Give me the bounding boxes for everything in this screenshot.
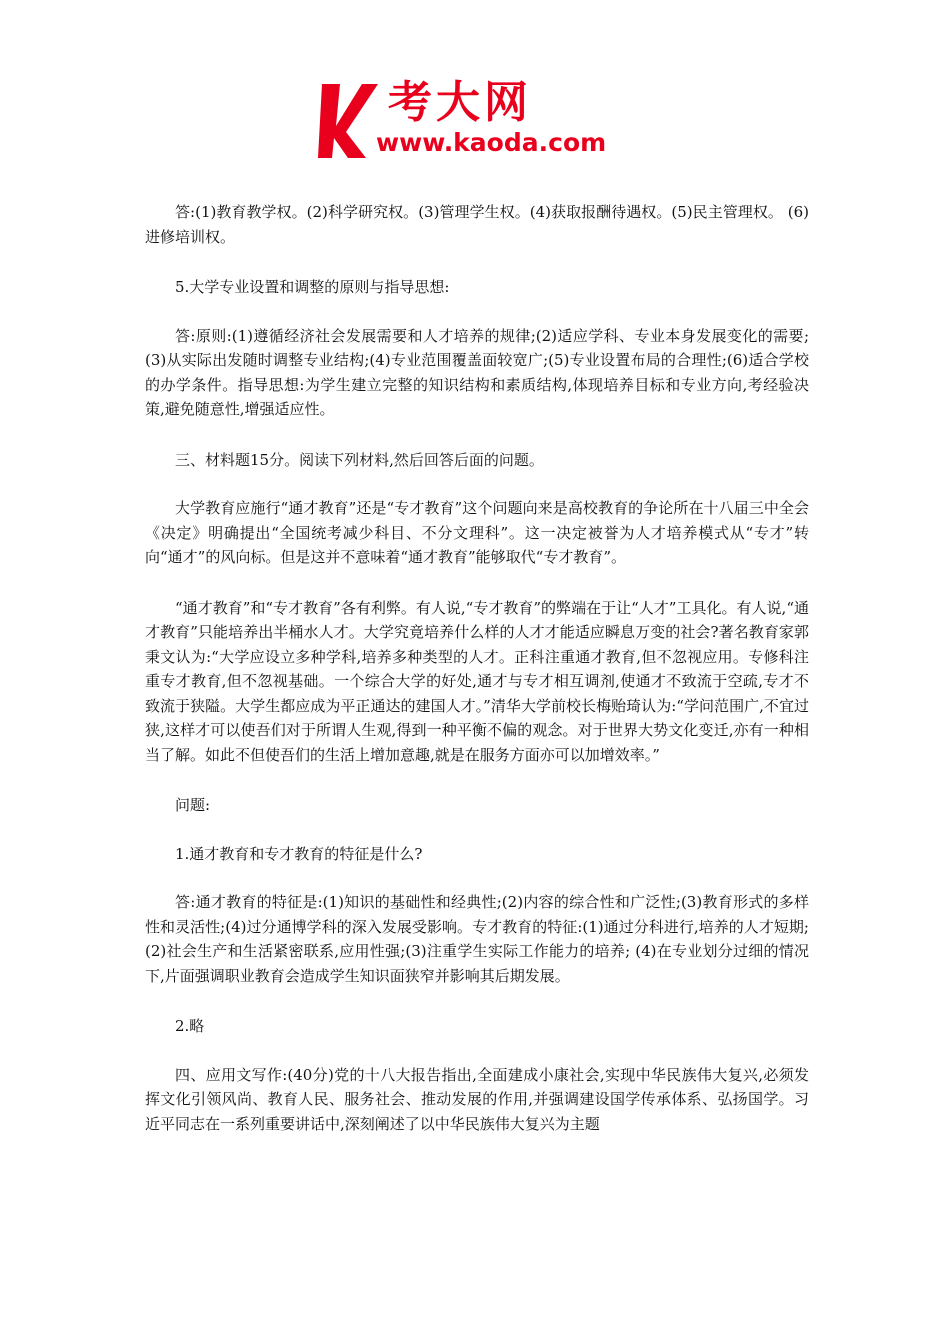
question-heading: 5.大学专业设置和调整的原则与指导思想: <box>175 278 450 296</box>
document-body <box>145 200 809 1162</box>
question-label: 问题: <box>175 796 211 814</box>
material-paragraph: “通才教育”和“专才教育”各有利弊。有人说,“专才教育”的弊端在于让“人才”工具化。有人说,“通才教育”只能培养出半桶水人才。大学究竟培养什么样的人才才能适应瞬息万变的社会?著名教育家郭秉文认为:“大学应设立多种学科,培养多种类型的人才。正科注重通才教育,但不忽视应用。专修科注重专才教育,但不忽视基础。一个综合大学的好处,通才与专才相互调剂,使通才不致流于空疏,专才不致流于狭隘。大学生都应成为平正通达的建国人才。”清华大学前校长梅贻琦认为:“学问范围广,不宜过狭,这样才可以使吾们对于所谓人生观,得到一种平衡不偏的观念。对于世界大势文化变迁,亦有一种相当了解。如此不但使吾们的生活上增加意趣,就是在服务方面亦可以加增效率。” <box>145 598 809 764</box>
answer-paragraph: 2.略 <box>175 1017 205 1035</box>
section-paragraph: 四、应用文写作:(40分)党的十八大报告指出,全面建成小康社会,实现中华民族伟大复兴,必须发挥文化引领风尚、教育人民、服务社会、推动发展的作用,并强调建设国学传承体系、弘扬国学。习近平同志在一系列重要讲话中,深刻阐述了以中华民族伟大复兴为主题 <box>145 1065 809 1133</box>
material-paragraph: 大学教育应施行“通才教育”还是“专才教育”这个问题向来是高校教育的争论所在十八届三中全会《决定》明确提出“全国统考减少科目、不分文理科”。这一决定被誉为人才培养模式从“专才”转向“通才”的风向标。但是这并不意味着“通才教育”能够取代“专才教育”。 <box>145 499 809 566</box>
logo-title: 考大网 <box>388 77 532 128</box>
answer-paragraph: 答:(1)教育教学权。(2)科学研究权。(3)管理学生权。(4)获取报酬待遇权。(5)民主管理权。 (6) 进修培训权。 <box>145 203 809 246</box>
kaoda-logo <box>318 78 640 162</box>
answer-paragraph: 答:原则:(1)遵循经济社会发展需要和人才培养的规律;(2)适应学科、专业本身发展变化的需要;(3)从实际出发随时调整专业结构;(4)专业范围覆盖面较宽广;(5)专业设置布局的合理性;(6)适合学校的办学条件。指导思想:为学生建立完整的知识结构和素质结构,体现培养目标和专业方向,考经验决策,避免随意性,增强适应性。 <box>145 326 809 418</box>
kaoda-k-logo-icon <box>318 82 380 160</box>
question-heading: 1.通才教育和专才教育的特征是什么? <box>175 844 423 863</box>
answer-paragraph: 答:通才教育的特征是:(1)知识的基础性和经典性;(2)内容的综合性和广泛性;(3)教育形式的多样性和灵活性;(4)过分通博学科的深入发展受影响。专才教育的特征:(1)通过分科进行,培养的人才短期;(2)社会生产和生活紧密联系,应用性强;(3)注重学生实际工作能力的培养; (4)在专业划分过细的情况下,片面强调职业教育会造成学生知识面狭窄并影响其后期发展。 <box>145 893 809 985</box>
logo-url: www.kaoda.com <box>376 128 607 157</box>
section-heading: 三、材料题15分。阅读下列材料,然后回答后面的问题。 <box>175 450 544 469</box>
